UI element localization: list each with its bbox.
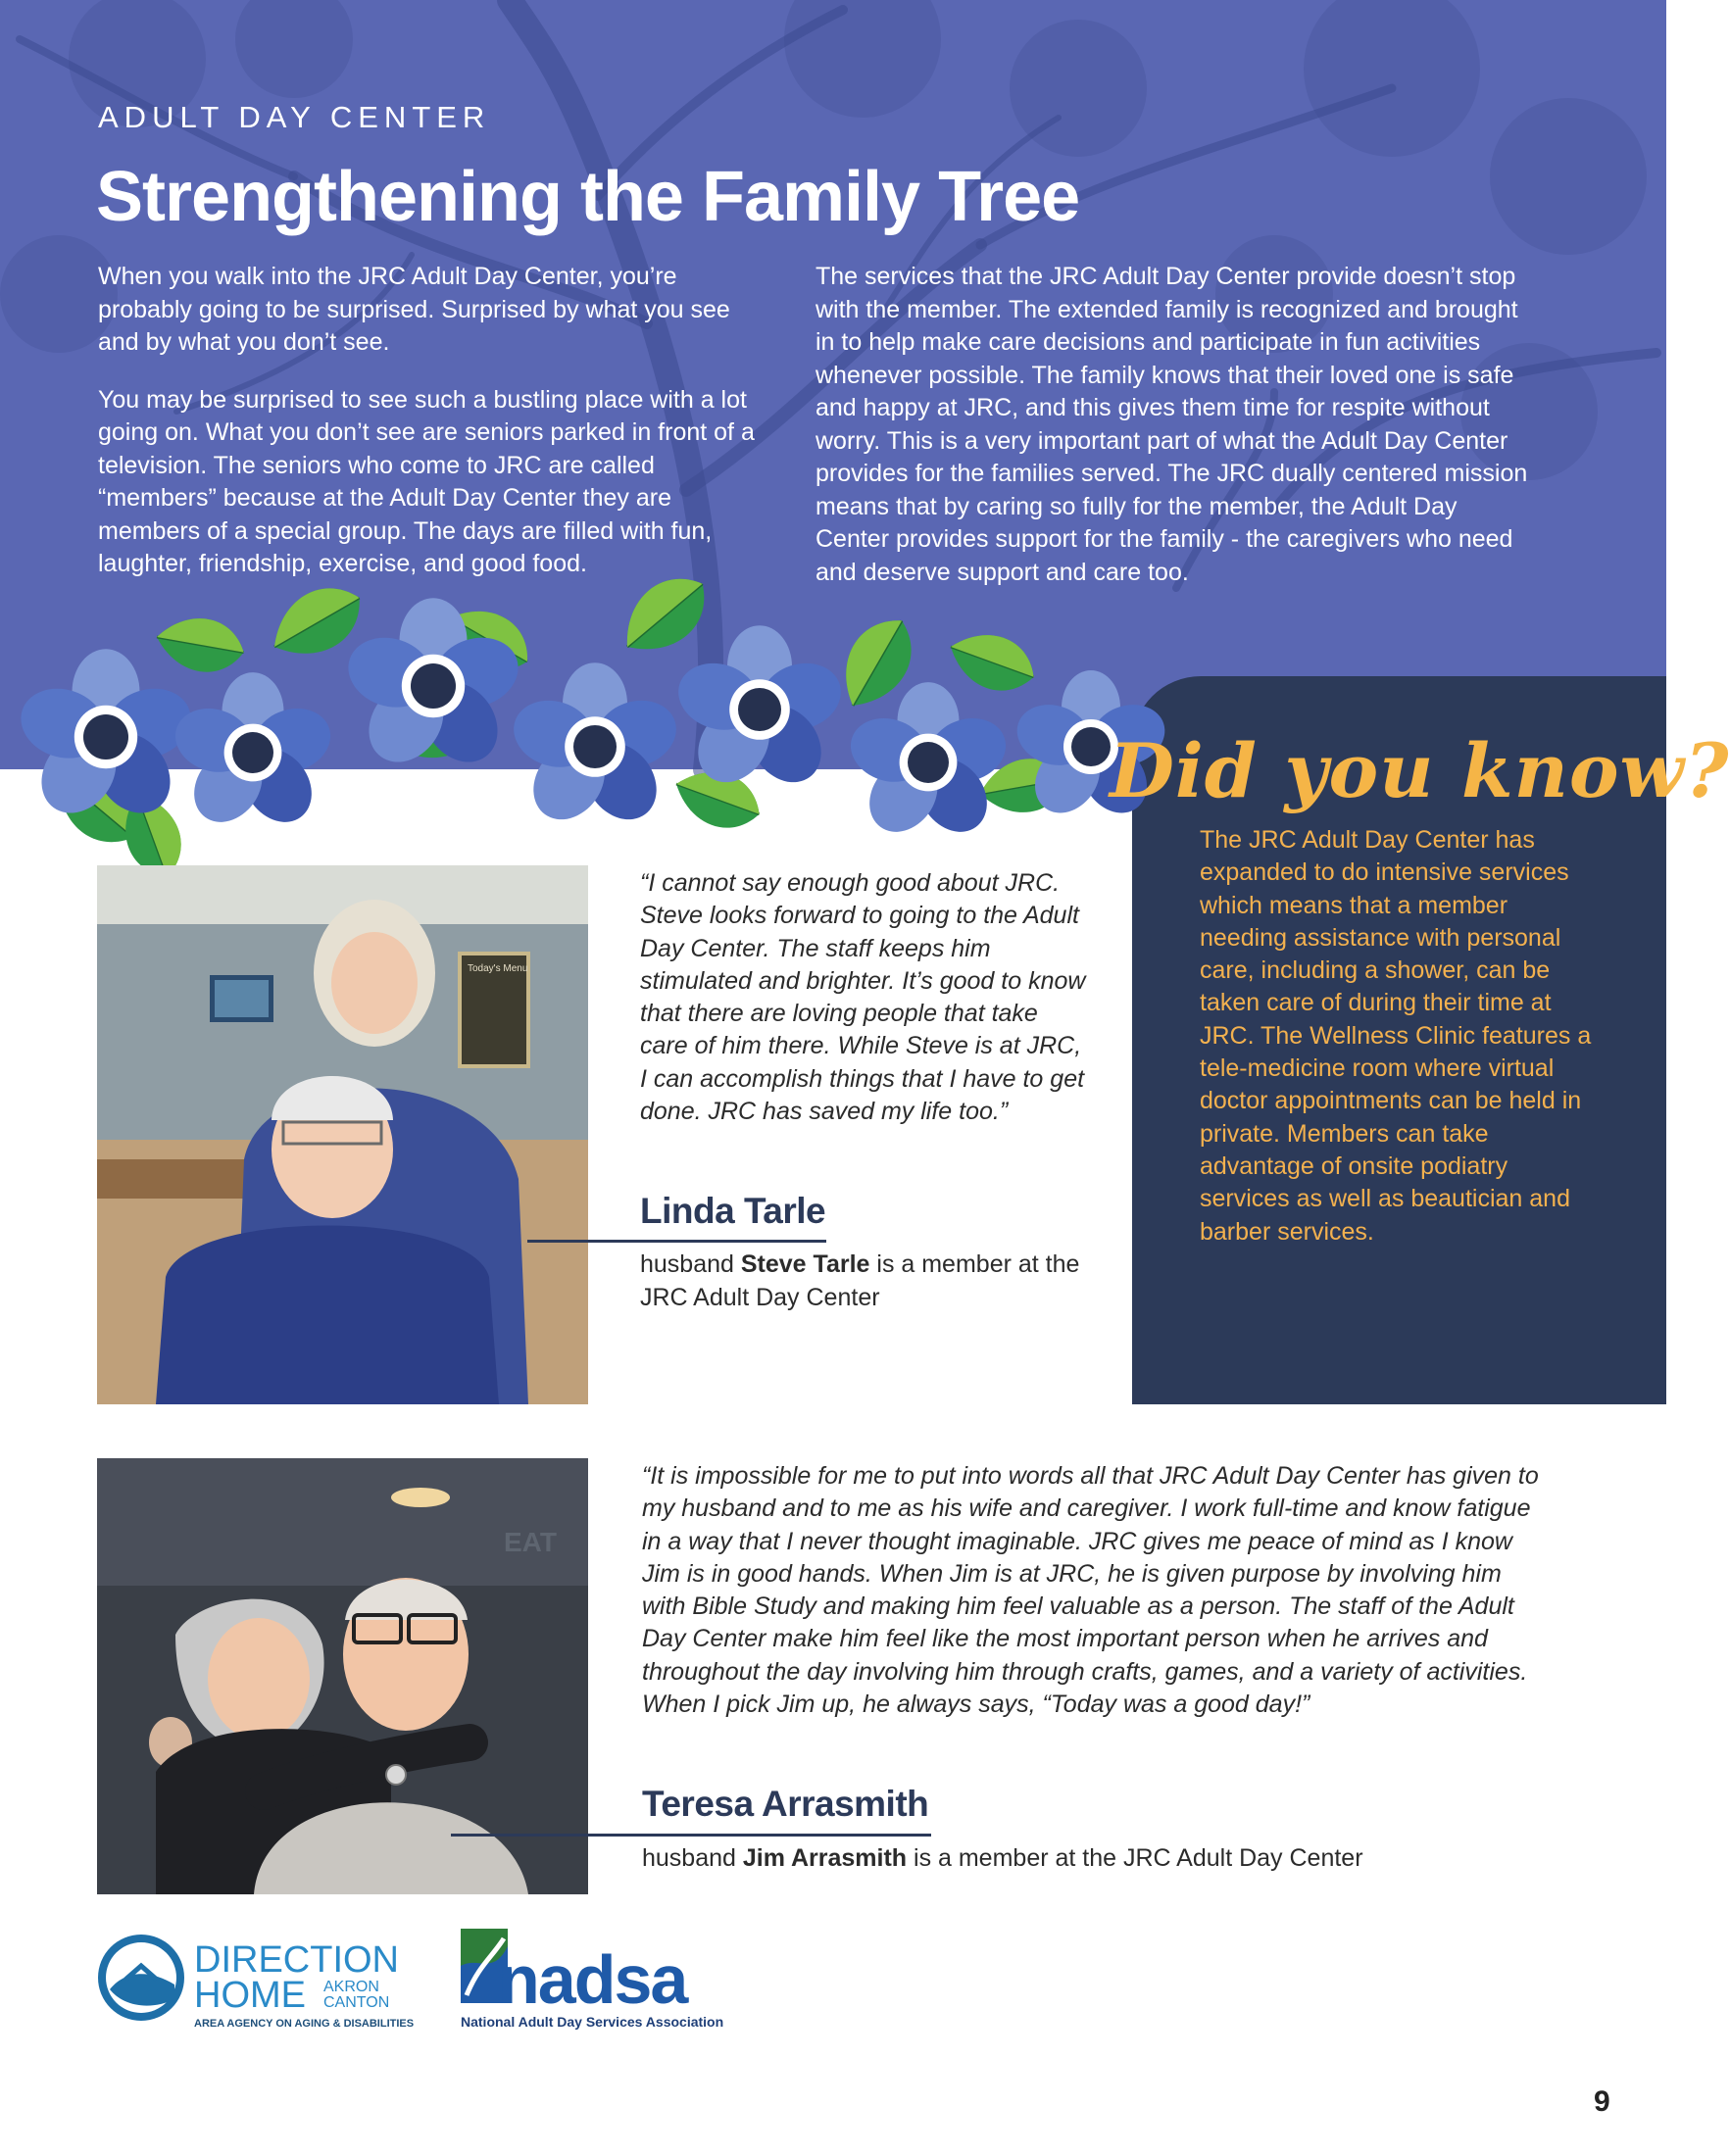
name-underline-1 (527, 1240, 826, 1243)
did-you-know-heading: Did you know? (1110, 727, 1730, 814)
intro-paragraph: You may be surprised to see such a bustling place with a lot going on. What you don’t see are seniors parked in front of a television. The seniors who come to JRC are called “members” because at the Adult Day Center they are members of a special group. The days are filled with fun, laughter, friendship, exercise, and good food. (98, 385, 755, 577)
intro-paragraph: The services that the JRC Adult Day Center provide doesn’t stop with the member. The extended family is recognized and brought in to help make care decisions and participate in fun activities whenever possible. The family knows that their loved one is safe and happy at JRC, and this gives them time for respite without worry. This is a very important part of what the Adult Day Center provides for the families served. The JRC dually centered mission means that by caring so fully for the member, the Adult Day Center provides support for the family - the caregivers who need and deserve support and care too. (816, 263, 1528, 586)
page-number: 9 (1594, 2085, 1610, 2118)
section-eyebrow: ADULT DAY CENTER (98, 100, 491, 134)
svg-text:CANTON: CANTON (323, 1994, 390, 2011)
intro-right-column (816, 261, 1531, 613)
name-underline-2 (451, 1834, 931, 1837)
svg-text:AKRON: AKRON (323, 1979, 379, 1995)
svg-text:DIRECTION: DIRECTION (194, 1939, 399, 1981)
photo-linda-steve-tarle (97, 865, 588, 1404)
testimonial-quote-2: “It is impossible for me to put into words all that JRC Adult Day Center has given to my husband and to me as his wife and caregiver. I work full-time and know fatigue in a way that I never thought imaginable. JRC gives me peace of mind as I know Jim is in good hands. When Jim is at JRC, he is given purpose by involving him with Bible Study and making him feel valuable as a person. The staff of the Adult Day Center make him feel like the most important person when he arrives and throughout the day involving him through crafts, games, and a variety of activities. When I pick Jim up, he always says, “Today was a good day!” (642, 1462, 1539, 1719)
svg-text:AREA AGENCY ON AGING & DISABIL: AREA AGENCY ON AGING & DISABILITIES (194, 2018, 415, 2030)
svg-text:HOME: HOME (194, 1975, 306, 2016)
did-you-know-text: The JRC Adult Day Center has expanded to do intensive services which means that a member needing assistance with personal care, including a shower, can be taken care of during their time at JRC. The Wellness Clinic features a tele-medicine room where virtual doctor appointments can be held in private. Members can take advantage of onsite podiatry services as well as beautician and barber services. (1200, 826, 1592, 1246)
nadsa-logo (459, 1927, 743, 2034)
testimonial-quote-1: “I cannot say enough good about JRC. Steve looks forward to going to the Adult Day Center. The staff keeps him stimulated and brighter. It’s good to know that there are loving people that take care of him there. While Steve is at JRC, I can accomplish things that I have to get done. JRC has saved my life too.” (640, 869, 1086, 1126)
testimonial-caption-2: husband Jim Arrasmith is a member at the JRC Adult Day Center (642, 1844, 1363, 1872)
testimonial-caption-1: husband Steve Tarle is a member at the JRC Adult Day Center (640, 1250, 1080, 1311)
direction-home-logo (96, 1931, 420, 2038)
testimonial-name-2: Teresa Arrasmith (642, 1784, 929, 1824)
testimonial-name-1: Linda Tarle (640, 1191, 826, 1231)
menu-board-text: Today's Menu (468, 963, 528, 974)
intro-left-column (98, 261, 774, 606)
svg-text:National Adult Day Services As: National Adult Day Services Association (461, 2014, 724, 2030)
wall-sign-text: EAT (504, 1527, 557, 1557)
page-title: Strengthening the Family Tree (96, 158, 1080, 236)
photo-teresa-jim-arrasmith (97, 1458, 588, 1894)
intro-paragraph: When you walk into the JRC Adult Day Center, you’re probably going to be surprised. Surprised by what you see and by what you don’t see. (98, 263, 730, 356)
svg-text:nadsa: nadsa (498, 1941, 687, 2018)
